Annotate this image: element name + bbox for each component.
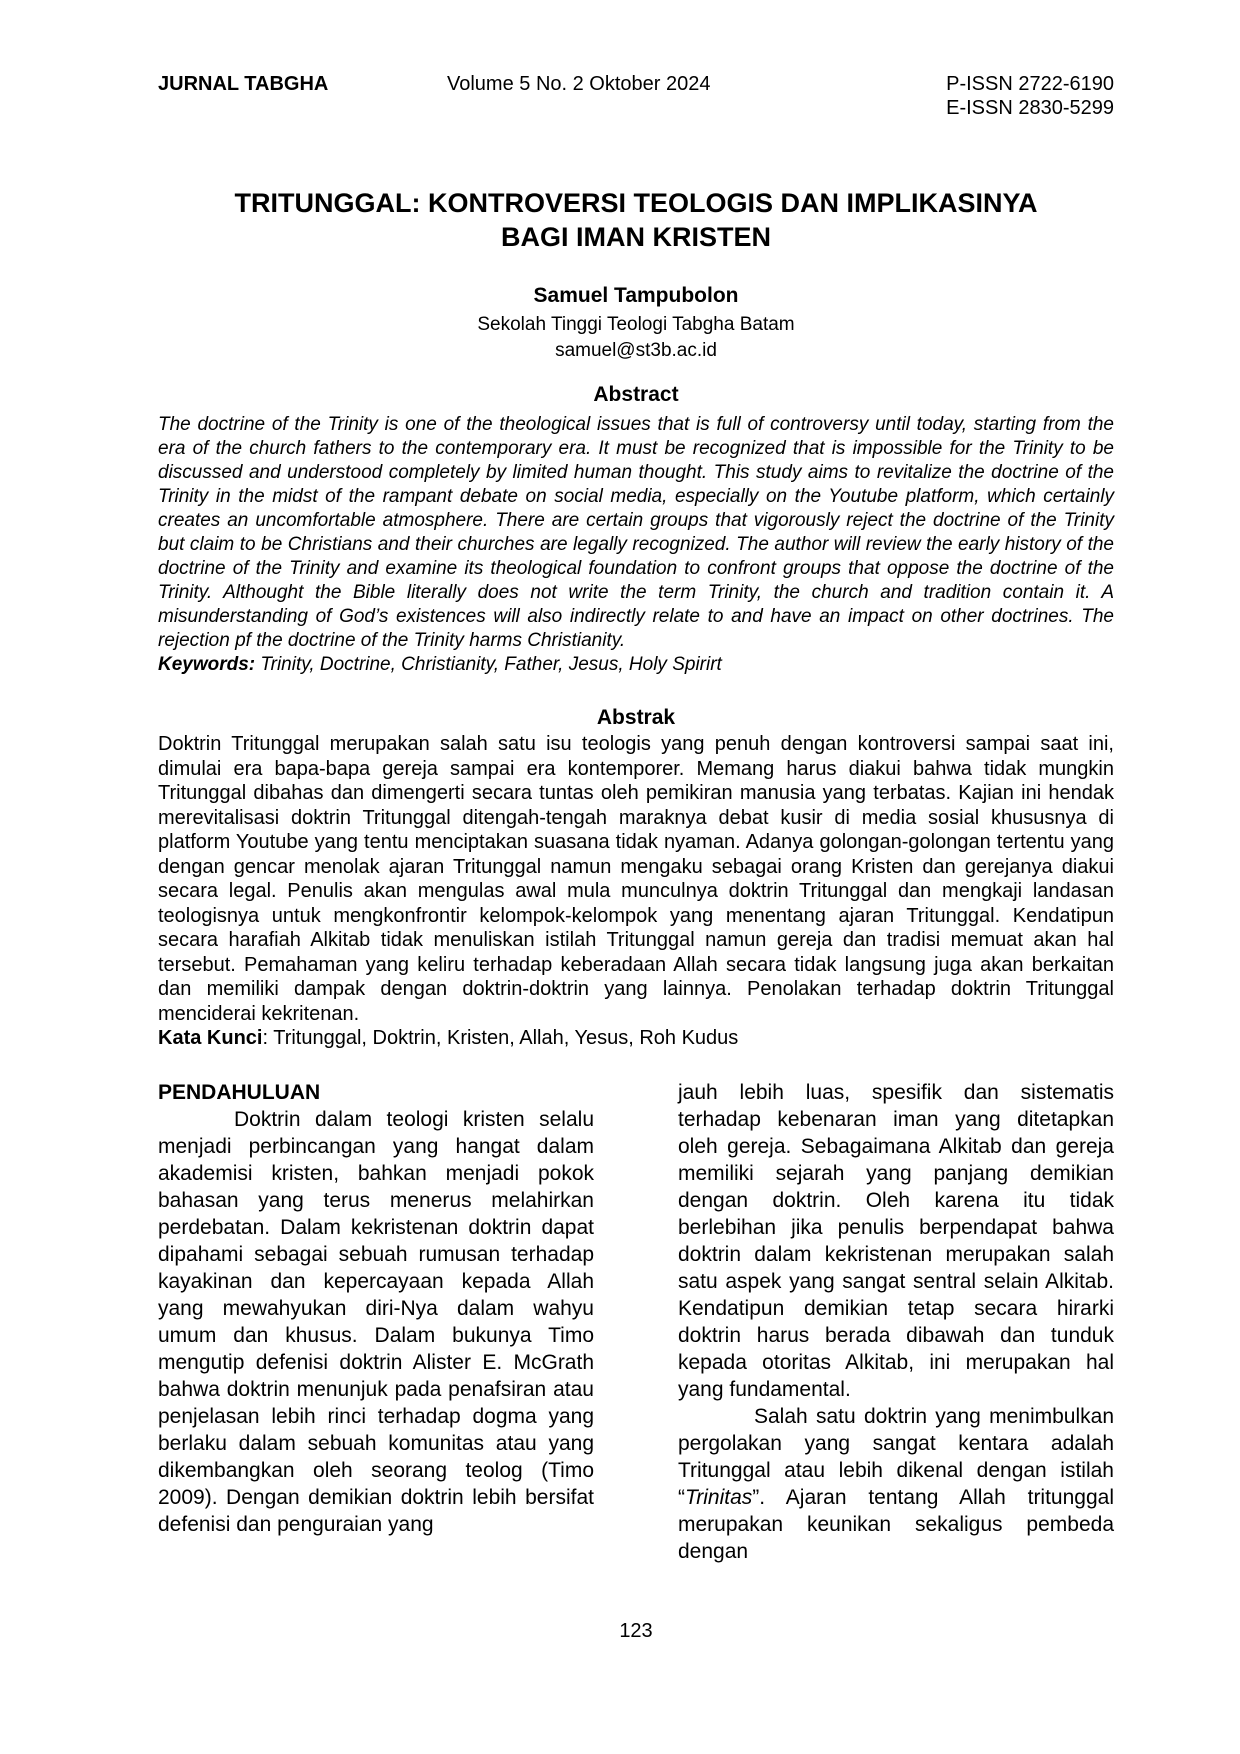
- journal-name: JURNAL TABGHA: [158, 73, 329, 95]
- right-column: [678, 1079, 1114, 1565]
- body-paragraph-right-2-post: ”. Ajaran tentang Allah tritunggal merupakan keunikan sekaligus pembeda dengan: [678, 1485, 1114, 1563]
- article-title-line2: BAGI IMAN KRISTEN: [501, 222, 771, 252]
- body-paragraph-right-2-italic: Trinitas: [685, 1485, 753, 1509]
- abstrak-section: [158, 732, 1114, 1051]
- keywords-list: Trinity, Doctrine, Christianity, Father, Jesus, Holy Spirirt: [255, 654, 722, 675]
- body-columns: [158, 1079, 1114, 1565]
- author-email: samuel@st3b.ac.id: [555, 340, 717, 361]
- keywords-label: Keywords:: [158, 654, 256, 675]
- section-heading-pendahuluan: PENDAHULUAN: [158, 1080, 321, 1104]
- abstract-text: [158, 413, 1114, 653]
- kata-kunci-label: Kata Kunci: [158, 1027, 263, 1049]
- issn-block: [946, 72, 1114, 120]
- body-paragraph-right-1-text: jauh lebih luas, spesifik dan sistematis terhadap kebenaran iman yang ditetapkan oleh gereja. Sebagaimana Alkitab dan gereja memiliki sejarah yang panjang demikian dengan doktrin. Oleh karena itu tidak berlebihan jika penulis berpendapat bahwa doktrin dalam kekristenan merupakan salah satu aspek yang sangat sentral selain Alkitab. Kendatipun demikian tetap secara hirarki doktrin harus berada dibawah dan tunduk kepada otoritas Alkitab, ini merupakan hal yang fundamental.: [678, 1080, 1114, 1401]
- author-block: [158, 282, 1114, 363]
- author-name: Samuel Tampubolon: [533, 284, 739, 307]
- abstrak-body: Doktrin Tritunggal merupakan salah satu isu teologis yang penuh dengan kontroversi sampai saat ini, dimulai era bapa-bapa gereja sampai era kontemporer. Memang harus diakui bahwa tidak mungkin Tritunggal dibahas dan dimengerti secara tuntas oleh pemikiran manusia yang terbatas. Kajian ini hendak merevitalisasi doktrin Tritunggal ditengah-tengah maraknya debat kusir di media sosial khususnya di platform Youtube yang tentu menciptakan suasana tidak nyaman. Adanya golongan-golongan tertentu yang dengan gencar menolak ajaran Tritunggal namun mengaku sebagai orang Kristen dan gerejanya diakui secara legal. Penulis akan mengulas awal mula munculnya doktrin Tritunggal dan mengkaji landasan teologisnya untuk mengkonfrontir kelompok-kelompok yang menentang ajaran Tritunggal. Kendatipun secara harafiah Alkitab tidak menuliskan istilah Tritunggal namun gereja dan tradisi memuat akan hal tersebut. Pemahaman yang keliru terhadap keberadaan Allah secara tidak langsung juga akan berkaitan dan memiliki dampak dengan doktrin-doktrin yang lainnya. Penolakan terhadap doktrin Tritunggal menciderai kekritenan.: [158, 733, 1114, 1025]
- page-header: [158, 72, 1114, 120]
- p-issn: P-ISSN 2722-6190: [946, 73, 1114, 95]
- volume-info: Volume 5 No. 2 Oktober 2024: [447, 73, 711, 95]
- page-number: 123: [619, 1620, 653, 1642]
- abstract-body: The doctrine of the Trinity is one of the theological issues that is full of controversy until today, starting from the era of the church fathers to the contemporary era. It must be recognized that is impossible for the Trinity to be discussed and understood completely by limited human thought. This study aims to revitalize the doctrine of the Trinity in the midst of the rampant debate on social media, especially on the Youtube platform, which certainly creates an uncomfortable atmosphere. There are certain groups that vigorously reject the doctrine of the Trinity but claim to be Christians and their churches are legally recognized. The author will review the early history of the doctrine of the Trinity and examine its theological foundation to confront groups that oppose the doctrine of the Trinity. Althought the Bible literally does not write the term Trinity, the church and tradition contain it. A misunderstanding of God’s existences will also indirectly relate to and have an impact on other doctrines. The rejection pf the doctrine of the Trinity harms Christianity.: [158, 414, 1114, 651]
- article-title-line1: TRITUNGGAL: KONTROVERSI TEOLOGIS DAN IMPLIKASINYA: [234, 188, 1038, 218]
- kata-kunci-list: : Tritunggal, Doktrin, Kristen, Allah, Yesus, Roh Kudus: [262, 1027, 739, 1049]
- left-column: [158, 1079, 594, 1565]
- author-affiliation: Sekolah Tinggi Teologi Tabgha Batam: [477, 314, 795, 335]
- e-issn: E-ISSN 2830-5299: [946, 97, 1114, 119]
- abstract-section: [158, 413, 1114, 677]
- abstrak-text: [158, 732, 1114, 1026]
- article-title: [158, 186, 1114, 254]
- kata-kunci-line: [158, 1026, 1114, 1051]
- abstract-heading: Abstract: [593, 383, 679, 406]
- body-paragraph-left-text: Doktrin dalam teologi kristen selalu menjadi perbincangan yang hangat dalam akademisi kristen, bahkan menjadi pokok bahasan yang terus menerus melahirkan perdebatan. Dalam kekristenan doktrin dapat dipahami sebagai sebuah rumusan terhadap kayakinan dan kepercayaan kepada Allah yang mewahyukan diri-Nya dalam wahyu umum dan khusus. Dalam bukunya Timo mengutip defenisi doktrin Alister E. McGrath bahwa doktrin menunjuk pada penafsiran atau penjelasan lebih rinci terhadap dogma yang berlaku dalam sebuah komunitas atau yang dikembangkan oleh seorang teolog (Timo 2009). Dengan demikian doktrin lebih bersifat defenisi dan penguraian yang: [158, 1107, 594, 1536]
- keywords-line: [158, 653, 1114, 677]
- body-paragraph-right-2: [678, 1403, 1114, 1565]
- abstrak-heading: Abstrak: [596, 706, 676, 729]
- body-paragraph-left: [158, 1106, 594, 1538]
- body-paragraph-right-2-pre: Salah satu doktrin yang menimbulkan pergolakan yang sangat kentara adalah Tritunggal atau lebih dikenal dengan istilah “: [678, 1404, 1114, 1509]
- body-paragraph-right-1: [678, 1079, 1114, 1403]
